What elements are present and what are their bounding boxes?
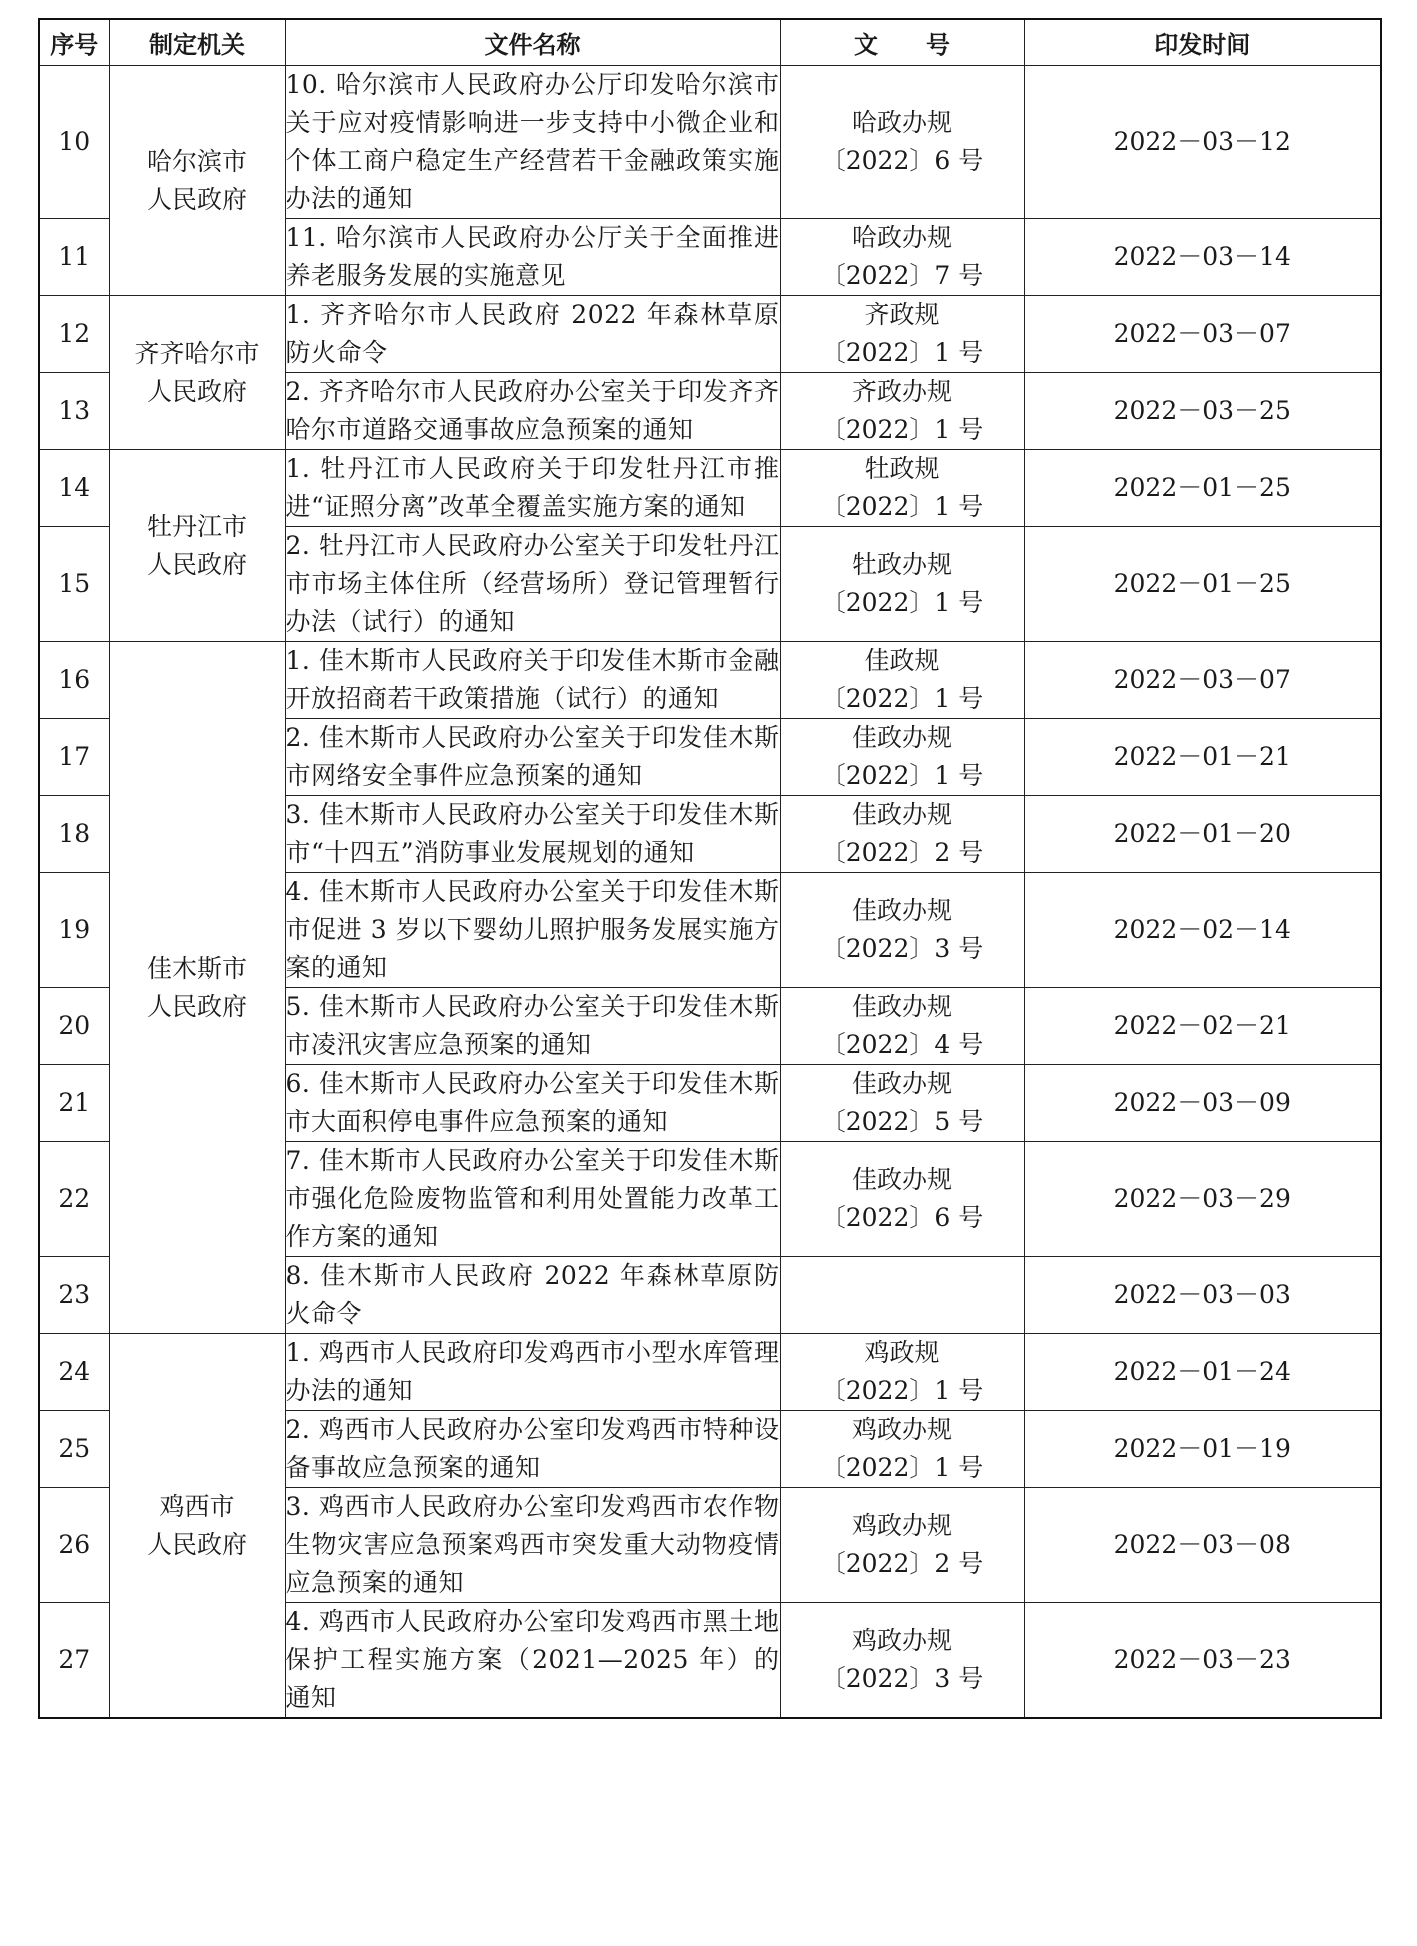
- docno-line: 哈政办规: [851, 108, 952, 137]
- document-number: [780, 796, 1024, 873]
- docno-line: 〔2022〕1 号: [820, 1376, 984, 1405]
- document-number: [780, 1603, 1024, 1719]
- issue-date: 2022－03－09: [1024, 1065, 1381, 1142]
- row-number: 15: [39, 527, 109, 642]
- document-title: 6. 佳木斯市人民政府办公室关于印发佳木斯市大面积停电事件应急预案的通知: [285, 1065, 780, 1142]
- issue-date: 2022－03－07: [1024, 642, 1381, 719]
- issue-date: 2022－01－19: [1024, 1411, 1381, 1488]
- row-number: 21: [39, 1065, 109, 1142]
- issuing-agency: [109, 66, 285, 296]
- document-title: 11. 哈尔滨市人民政府办公厅关于全面推进养老服务发展的实施意见: [285, 219, 780, 296]
- table-row: [39, 66, 1381, 219]
- document-title: 10. 哈尔滨市人民政府办公厅印发哈尔滨市关于应对疫情影响进一步支持中小微企业和个体工商户稳定生产经营若干金融政策实施办法的通知: [285, 66, 780, 219]
- document-title: 2. 鸡西市人民政府办公室印发鸡西市特种设备事故应急预案的通知: [285, 1411, 780, 1488]
- docno-line: 〔2022〕1 号: [820, 761, 984, 790]
- document-title: 5. 佳木斯市人民政府办公室关于印发佳木斯市凌汛灾害应急预案的通知: [285, 988, 780, 1065]
- docno-line: 鸡政办规: [851, 1415, 952, 1444]
- docno-line: 佳政办规: [851, 992, 952, 1021]
- document-title: 4. 鸡西市人民政府办公室印发鸡西市黑土地保护工程实施方案（2021—2025 年）的通知: [285, 1603, 780, 1719]
- issue-date: 2022－03－14: [1024, 219, 1381, 296]
- docno-line: 哈政办规: [851, 223, 952, 252]
- document-number: [780, 873, 1024, 988]
- issuing-agency: [109, 450, 285, 642]
- issue-date: 2022－03－03: [1024, 1257, 1381, 1334]
- document-title: 4. 佳木斯市人民政府办公室关于印发佳木斯市促进 3 岁以下婴幼儿照护服务发展实施方案的通知: [285, 873, 780, 988]
- document-title: 2. 齐齐哈尔市人民政府办公室关于印发齐齐哈尔市道路交通事故应急预案的通知: [285, 373, 780, 450]
- docno-line: 齐政规: [864, 300, 940, 329]
- docno-line: 齐政办规: [851, 377, 952, 406]
- docno-line: 佳政办规: [851, 723, 952, 752]
- docno-line: 〔2022〕5 号: [820, 1107, 984, 1136]
- docno-line: 牡政办规: [851, 550, 952, 579]
- docno-line: 鸡政规: [864, 1338, 940, 1367]
- agency-line: 哈尔滨市: [146, 146, 247, 176]
- issue-date: 2022－02－21: [1024, 988, 1381, 1065]
- agency-line: 牡丹江市: [146, 511, 247, 541]
- document-title: 2. 牡丹江市人民政府办公室关于印发牡丹江市市场主体住所（经营场所）登记管理暂行办法（试行）的通知: [285, 527, 780, 642]
- issue-date: 2022－01－25: [1024, 450, 1381, 527]
- docno-line: 〔2022〕1 号: [820, 588, 984, 617]
- docno-line: 〔2022〕2 号: [820, 838, 984, 867]
- docno-line: 〔2022〕1 号: [820, 492, 984, 521]
- issue-date: 2022－02－14: [1024, 873, 1381, 988]
- issue-date: 2022－03－23: [1024, 1603, 1381, 1719]
- header-docno: 文 号: [780, 19, 1024, 66]
- row-number: 16: [39, 642, 109, 719]
- row-number: 24: [39, 1334, 109, 1411]
- docno-line: 〔2022〕3 号: [820, 934, 984, 963]
- docno-line: 〔2022〕2 号: [820, 1549, 984, 1578]
- issuing-agency: [109, 296, 285, 450]
- document-title: 2. 佳木斯市人民政府办公室关于印发佳木斯市网络安全事件应急预案的通知: [285, 719, 780, 796]
- header-agency: 制定机关: [109, 19, 285, 66]
- docno-line: 鸡政办规: [851, 1626, 952, 1655]
- document-number: [780, 1142, 1024, 1257]
- table-row: [39, 642, 1381, 719]
- agency-line: 齐齐哈尔市: [134, 338, 260, 368]
- document-title: 1. 鸡西市人民政府印发鸡西市小型水库管理办法的通知: [285, 1334, 780, 1411]
- document-number: [780, 1334, 1024, 1411]
- issuing-agency: [109, 642, 285, 1334]
- document-title: 7. 佳木斯市人民政府办公室关于印发佳木斯市强化危险废物监管和利用处置能力改革工作方案的通知: [285, 1142, 780, 1257]
- docno-line: 〔2022〕7 号: [820, 261, 984, 290]
- issue-date: 2022－01－24: [1024, 1334, 1381, 1411]
- row-number: 10: [39, 66, 109, 219]
- document-number: [780, 1411, 1024, 1488]
- row-number: 26: [39, 1488, 109, 1603]
- row-number: 20: [39, 988, 109, 1065]
- document-number: [780, 988, 1024, 1065]
- table-row: [39, 450, 1381, 527]
- header-title: 文件名称: [285, 19, 780, 66]
- row-number: 19: [39, 873, 109, 988]
- docno-line: 〔2022〕1 号: [820, 684, 984, 713]
- docno-line: 佳政规: [864, 646, 940, 675]
- document-title: 3. 佳木斯市人民政府办公室关于印发佳木斯市“十四五”消防事业发展规划的通知: [285, 796, 780, 873]
- issue-date: 2022－03－08: [1024, 1488, 1381, 1603]
- row-number: 22: [39, 1142, 109, 1257]
- issue-date: 2022－03－12: [1024, 66, 1381, 219]
- docno-line: 佳政办规: [851, 896, 952, 925]
- row-number: 27: [39, 1603, 109, 1719]
- issue-date: 2022－03－25: [1024, 373, 1381, 450]
- agency-line: 鸡西市: [159, 1491, 235, 1521]
- issue-date: 2022－03－29: [1024, 1142, 1381, 1257]
- document-number: [780, 642, 1024, 719]
- agency-line: 人民政府: [146, 1529, 247, 1559]
- agency-line: 人民政府: [146, 991, 247, 1021]
- docno-line: 〔2022〕6 号: [820, 146, 984, 175]
- document-number: [780, 450, 1024, 527]
- agency-line: 佳木斯市: [146, 953, 247, 983]
- agency-line: 人民政府: [146, 549, 247, 579]
- row-number: 11: [39, 219, 109, 296]
- row-number: 23: [39, 1257, 109, 1334]
- docno-line: 鸡政办规: [851, 1511, 952, 1540]
- docno-line: 〔2022〕6 号: [820, 1203, 984, 1232]
- docno-line: 〔2022〕3 号: [820, 1664, 984, 1693]
- docno-line: 〔2022〕1 号: [820, 415, 984, 444]
- issue-date: 2022－01－25: [1024, 527, 1381, 642]
- header-date: 印发时间: [1024, 19, 1381, 66]
- document-number: [780, 719, 1024, 796]
- docno-line: 佳政办规: [851, 1165, 952, 1194]
- row-number: 12: [39, 296, 109, 373]
- row-number: 18: [39, 796, 109, 873]
- issue-date: 2022－01－21: [1024, 719, 1381, 796]
- issue-date: 2022－03－07: [1024, 296, 1381, 373]
- issuing-agency: [109, 1334, 285, 1719]
- row-number: 17: [39, 719, 109, 796]
- row-number: 14: [39, 450, 109, 527]
- document-number: [780, 1488, 1024, 1603]
- header-row: [39, 19, 1381, 66]
- row-number: 25: [39, 1411, 109, 1488]
- document-title: 1. 佳木斯市人民政府关于印发佳木斯市金融开放招商若干政策措施（试行）的通知: [285, 642, 780, 719]
- document-number: [780, 1257, 1024, 1334]
- document-number: [780, 66, 1024, 219]
- docno-line: 〔2022〕1 号: [820, 1453, 984, 1482]
- issue-date: 2022－01－20: [1024, 796, 1381, 873]
- docno-line: 佳政办规: [851, 1069, 952, 1098]
- docno-line: 牡政规: [864, 454, 940, 483]
- document-table: [38, 18, 1382, 1719]
- row-number: 13: [39, 373, 109, 450]
- table-body: [39, 66, 1381, 1719]
- document-number: [780, 373, 1024, 450]
- agency-line: 人民政府: [146, 184, 247, 214]
- table-row: [39, 1334, 1381, 1411]
- document-title: 8. 佳木斯市人民政府 2022 年森林草原防火命令: [285, 1257, 780, 1334]
- document-title: 1. 齐齐哈尔市人民政府 2022 年森林草原防火命令: [285, 296, 780, 373]
- header-num: 序号: [39, 19, 109, 66]
- table-row: [39, 296, 1381, 373]
- document-number: [780, 1065, 1024, 1142]
- document-title: 1. 牡丹江市人民政府关于印发牡丹江市推进“证照分离”改革全覆盖实施方案的通知: [285, 450, 780, 527]
- agency-line: 人民政府: [146, 376, 247, 406]
- docno-line: 佳政办规: [851, 800, 952, 829]
- document-number: [780, 296, 1024, 373]
- document-number: [780, 527, 1024, 642]
- docno-line: 〔2022〕4 号: [820, 1030, 984, 1059]
- document-number: [780, 219, 1024, 296]
- docno-line: 〔2022〕1 号: [820, 338, 984, 367]
- document-title: 3. 鸡西市人民政府办公室印发鸡西市农作物生物灾害应急预案鸡西市突发重大动物疫情应急预案的通知: [285, 1488, 780, 1603]
